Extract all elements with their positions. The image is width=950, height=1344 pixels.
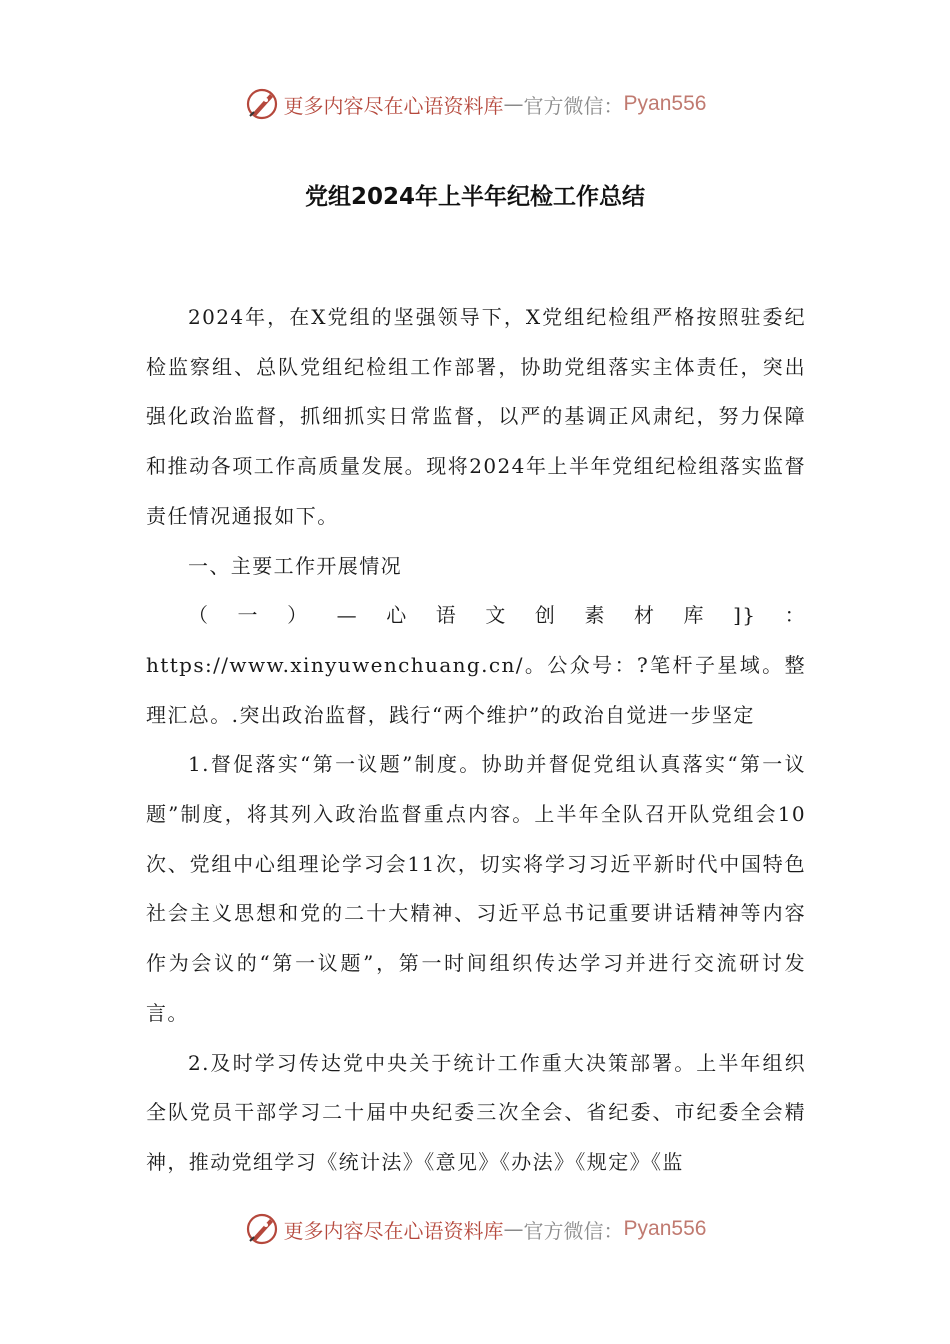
document-title: 党组2024年上半年纪检工作总结	[304, 184, 645, 210]
pen-logo-icon	[244, 86, 280, 122]
banner-separator: —	[503, 92, 524, 116]
header-banner	[0, 84, 950, 124]
footer-banner	[0, 1209, 950, 1249]
banner-wechat-id: Pyan556	[623, 92, 707, 115]
banner-wechat-id: Pyan556	[623, 1217, 707, 1240]
paragraph-item-2: 2.及时学习传达党中央关于统计工作重大决策部署。上半年组织全队党员干部学习二十届中央纪委三次全会、省纪委、市纪委全会精神，推动党组学习《统计法》《意见》《办法》《规定》《监	[146, 1050, 806, 1174]
section-heading: 一、主要工作开展情况	[188, 553, 402, 578]
banner-separator: —	[503, 1217, 524, 1241]
banner-site-text: 更多内容尽在心语资料库	[283, 93, 504, 118]
pen-logo-icon	[244, 1211, 280, 1247]
paragraph-intro: 2024年，在X党组的坚强领导下，X党组纪检组严格按照驻委纪检监察组、总队党组纪检组工作部署，协助党组落实主体责任，突出强化政治监督，抓细抓实日常监督，以严的基调正风肃纪，努力保障和推动各项工作高质量发展。现将2024年上半年党组纪检组落实监督责任情况通报如下。	[146, 305, 806, 528]
banner-site-text: 更多内容尽在心语资料库	[283, 1218, 504, 1243]
document-body	[146, 293, 806, 1188]
banner-wechat-label: 官方微信：	[523, 1218, 624, 1243]
paragraph-item-1: 1.督促落实“第一议题”制度。协助并督促党组认真落实“第一议题”制度，将其列入政治监督重点内容。上半年全队召开队党组会10次、党组中心组理论学习会11次，切实将学习习近平新时代中国特色社会主义思想和党的二十大精神、习近平总书记重要讲话精神等内容作为会议的“第一议题”，第一时间组织传达学习并进行交流研讨发言。	[146, 752, 806, 1025]
banner-wechat-label: 官方微信：	[523, 93, 624, 118]
subsection-heading: （一）—心语文创素材库]}：https://www.xinyuwenchuang.cn/。公众号：?笔杆子星域。整理汇总。.突出政治监督，践行“两个维护”的政治自觉进一步坚定	[146, 603, 806, 727]
